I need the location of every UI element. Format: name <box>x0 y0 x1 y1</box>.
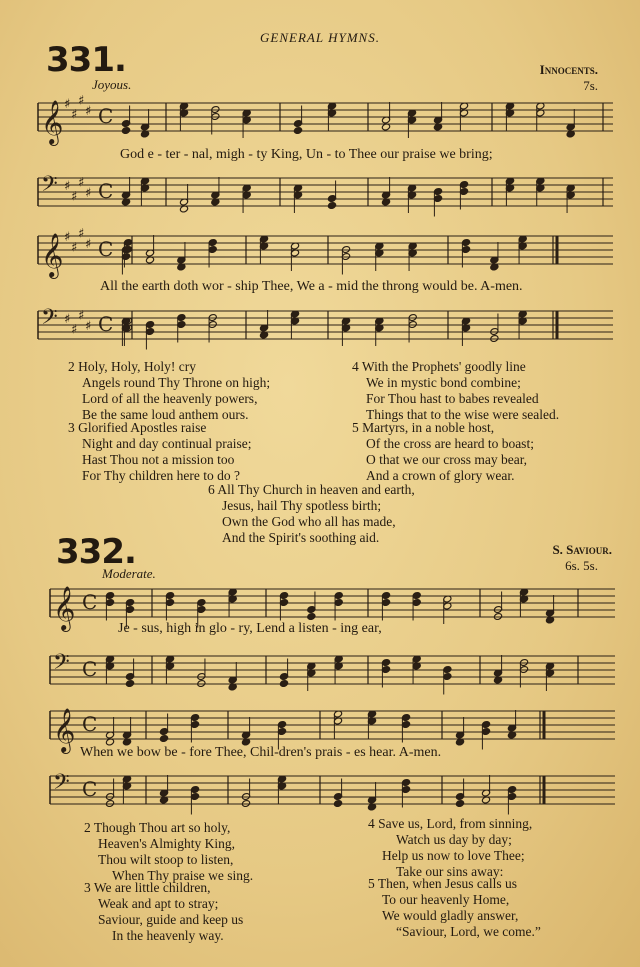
hymn-332-verse-3 <box>84 880 243 944</box>
verse-number: 5 <box>352 420 359 435</box>
verse-line: Though Thou art so holy, <box>93 820 231 835</box>
sharp-icon: ♯ <box>85 237 92 252</box>
hymn-332-lyric-line-2: When we bow be - fore Thee, Chil-dren's prais - es hear. A-men. <box>80 745 442 760</box>
sharp-icon: ♯ <box>78 308 85 324</box>
sharp-icon: ♯ <box>64 97 71 112</box>
hymn-331-lyric-line-2: All the earth doth wor - ship Thee, We a - mid the throng would be. A-men. <box>100 279 523 294</box>
hymn-331-verse-4 <box>352 359 559 423</box>
note-head <box>307 613 316 621</box>
treble-clef-icon: 𝄞 <box>41 100 64 144</box>
note-head <box>455 800 464 808</box>
verse-line: Of the cross are heard to boast; <box>366 436 534 451</box>
sharp-icon: ♯ <box>71 322 78 338</box>
sharp-icon: ♯ <box>85 319 92 334</box>
hymn-331-meter: 7s. <box>583 78 598 93</box>
verse-line: All Thy Church in heaven and earth, <box>217 482 415 497</box>
verse-line: Help us now to love Thee; <box>382 848 525 863</box>
verse-line: When Thy praise we sing. <box>112 868 254 883</box>
hymn-332-verse-2 <box>84 820 253 884</box>
sharp-icon: ♯ <box>78 175 85 191</box>
hymn-331-lyric-line-1: God e - ter - nal, migh - ty King, Un - to Thee our praise we bring; <box>120 147 493 162</box>
common-time-icon: C <box>82 777 98 801</box>
hymn-331-verse-2 <box>68 359 270 423</box>
verse-line: With the Prophets' goodly line <box>361 359 526 374</box>
common-time-icon: C <box>98 104 114 128</box>
verse-line: Hast Thou not a mission too <box>82 452 235 467</box>
sharp-icon: ♯ <box>78 93 85 109</box>
hymn-332-tune: S. Saviour. <box>552 542 612 557</box>
verse-line: “Saviour, Lord, we come.” <box>396 924 541 939</box>
hymn-331-verse-5 <box>352 420 534 484</box>
verse-line: We would gladly answer, <box>382 908 519 923</box>
common-time-icon: C <box>98 179 114 203</box>
verse-line: Things that to the wise were sealed. <box>366 407 560 422</box>
verse-line: And the Spirit's soothing aid. <box>222 530 380 545</box>
verse-line: For Thy children here to do ? <box>82 468 240 483</box>
hymn-332-lyric-line-1: Je - sus, high in glo - ry, Lend a listen - ing ear, <box>118 621 382 636</box>
common-time-icon: C <box>82 712 98 736</box>
verse-number: 4 <box>368 816 375 831</box>
treble-clef-icon: 𝄞 <box>53 708 76 752</box>
sharp-icon: ♯ <box>64 230 71 245</box>
note-head <box>333 800 342 808</box>
note-head <box>293 127 302 135</box>
hymn-331-staff-1-treble <box>38 93 613 144</box>
common-time-icon: C <box>98 312 114 336</box>
verse-number: 2 <box>84 820 91 835</box>
hymn-331-verse-3 <box>68 420 251 484</box>
verse-line: Angels round Thy Throne on high; <box>82 375 271 390</box>
verse-line: O that we our cross may bear, <box>366 452 528 467</box>
sharp-icon: ♯ <box>64 179 71 194</box>
verse-line: Heaven's Almighty King, <box>98 836 236 851</box>
verse-number: 6 <box>208 482 215 497</box>
note-head <box>279 680 288 688</box>
hymn-332-verse-5 <box>368 876 541 940</box>
verse-line: Jesus, hail Thy spotless birth; <box>222 498 382 513</box>
sharp-icon: ♯ <box>78 226 85 242</box>
verse-number: 3 <box>84 880 91 895</box>
verse-line: To our heavenly Home, <box>382 892 510 907</box>
verse-line: Save us, Lord, from sinning, <box>378 816 533 831</box>
verse-line: Holy, Holy, Holy! cry <box>78 359 196 374</box>
verse-line: Martyrs, in a noble host, <box>362 420 495 435</box>
common-time-icon: C <box>82 590 98 614</box>
treble-clef-icon: 𝄞 <box>41 233 64 277</box>
hymn-331-number: 331. <box>46 40 126 80</box>
sharp-icon: ♯ <box>85 104 92 119</box>
bass-clef-icon: 𝄢 <box>53 770 70 800</box>
verse-line: Own the God who all has made, <box>222 514 396 529</box>
verse-number: 4 <box>352 359 359 374</box>
sharp-icon: ♯ <box>64 312 71 327</box>
verse-line: Glorified Apostles raise <box>78 420 207 435</box>
verse-number: 2 <box>68 359 75 374</box>
bass-clef-icon: 𝄢 <box>41 172 58 202</box>
treble-clef-icon: 𝄞 <box>53 586 76 630</box>
hymn-332-staff-1-bass <box>50 650 615 692</box>
note-head <box>159 735 168 743</box>
bass-clef-icon: 𝄢 <box>41 305 58 335</box>
hymn-332-meter: 6s. 5s. <box>565 558 598 573</box>
verse-line: Be the same loud anthem ours. <box>82 407 249 422</box>
verse-number: 5 <box>368 876 375 891</box>
verse-number: 3 <box>68 420 75 435</box>
verse-line: Thou wilt stoop to listen, <box>98 852 234 867</box>
hymn-332-number: 332. <box>56 532 136 572</box>
sharp-icon: ♯ <box>71 107 78 123</box>
common-time-icon: C <box>98 237 114 261</box>
verse-line: Lord of all the heavenly powers, <box>82 391 258 406</box>
verse-line: Take our sins away: <box>396 864 504 879</box>
note-head <box>121 127 130 135</box>
hymn-332-staff-2-bass <box>50 770 615 812</box>
note-head <box>125 680 134 688</box>
verse-line: We in mystic bond combine; <box>366 375 521 390</box>
sharp-icon: ♯ <box>85 186 92 201</box>
verse-line: For Thou hast to babes revealed <box>366 391 539 406</box>
verse-line: In the heavenly way. <box>112 928 224 943</box>
verse-line: Watch us day by day; <box>396 832 512 847</box>
bass-clef-icon: 𝄢 <box>53 650 70 680</box>
common-time-icon: C <box>82 657 98 681</box>
verse-line: Then, when Jesus calls us <box>377 876 517 891</box>
verse-line: Weak and apt to stray; <box>98 896 219 911</box>
sharp-icon: ♯ <box>71 240 78 256</box>
hymn-331-staff-2-bass <box>38 305 613 347</box>
hymn-332-staff-2-treble <box>50 705 615 752</box>
hymn-332-tempo: Moderate. <box>102 566 156 581</box>
verse-line: Night and day continual praise; <box>82 436 252 451</box>
note-head <box>327 202 336 210</box>
verse-line: Saviour, guide and keep us <box>98 912 244 927</box>
hymn-331-tempo: Joyous. <box>92 77 132 92</box>
sharp-icon: ♯ <box>71 189 78 205</box>
verse-line: We are little children, <box>93 880 211 895</box>
hymn-331-staff-1-bass <box>38 172 613 214</box>
running-head: GENERAL HYMNS. <box>260 30 380 45</box>
hymn-332-verse-4 <box>368 816 532 880</box>
verse-line: And a crown of glory wear. <box>366 468 515 483</box>
hymn-331-verse-6 <box>208 482 415 546</box>
hymn-331-staff-2-treble <box>38 226 613 277</box>
hymn-331-tune: Innocents. <box>539 62 598 77</box>
